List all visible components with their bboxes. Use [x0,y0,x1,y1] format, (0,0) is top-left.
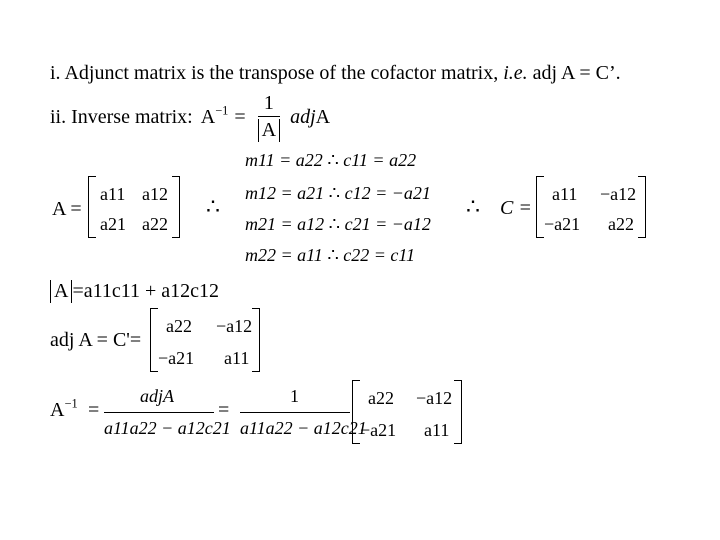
equals-sign: = [88,399,100,421]
adjoint-label: adj A = C'= [50,329,142,351]
inverse-lhs: $A^{-1}$ [200,102,229,128]
inverse-label: ii. Inverse matrix: [50,105,193,128]
adj-text: adj [290,105,316,128]
therefore-symbol: ∴ [206,194,220,219]
bracket-left [150,308,158,372]
determinant-expansion: =a11c11 + a12c12 [72,280,220,302]
inverse-definition-line [50,92,330,142]
matrix-A-cell: a12 [142,184,168,204]
inverse-denominator: a11a22 − a12c21 [240,418,367,438]
cofactor-eq-3: m21 = a12 ∴ c21 = −a12 [245,214,431,234]
matrix-C-cell: −a21 [544,214,581,234]
matrix-C-label: C = [500,197,532,219]
inverse-numerator-adjA: adjA [140,386,174,406]
inverse-cell: −a12 [416,388,453,408]
adjunct-definition-line [50,62,621,85]
matrix-C-cell: a11 [552,184,578,204]
bracket-right [172,176,180,238]
bracket-right [252,308,260,372]
fraction-bar [104,412,214,413]
adjoint-cell: a22 [166,316,192,336]
bracket-right [638,176,646,238]
inverse-cell: a11 [424,420,450,440]
inverse-numerator-one: 1 [290,386,299,406]
inverse-cell: a22 [368,388,394,408]
equals-sign: = [218,399,230,421]
cofactor-eq-1: m11 = a22 ∴ c11 = a22 [245,150,417,170]
matrix-C-cell: −a12 [600,184,637,204]
equals-sign: = [234,105,246,128]
inverse-fraction [252,92,286,142]
matrix-A-cell: a22 [142,214,168,234]
adj-matrix-symbol: A [315,105,331,128]
adjoint-cell: −a12 [216,316,253,336]
matrix-A-label: A = [52,198,82,220]
det-A: A [50,280,72,303]
fraction-bar [240,412,350,413]
therefore-symbol: ∴ [466,194,480,219]
determinant-line [50,280,219,303]
adjunct-definition-text: i. Adjunct matrix is the transpose of the cofactor matrix, [50,62,499,84]
det-A: A [258,119,280,142]
ie-abbreviation: i.e. [503,62,528,84]
inverse-lhs: $A^{-1}$ [50,396,78,421]
fraction-numerator: 1 [258,92,280,117]
matrix-A-cell: a21 [100,214,126,234]
bracket-right [454,380,462,444]
adjoint-cell: a11 [224,348,250,368]
bracket-left [88,176,96,238]
matrix-C-cell: a22 [608,214,634,234]
adjunct-formula: adj A = C’. [532,62,621,84]
cofactor-eq-2: m12 = a21 ∴ c12 = −a21 [245,183,431,203]
bracket-left [352,380,360,444]
bracket-left [536,176,544,238]
adjoint-cell: −a21 [158,348,195,368]
cofactor-eq-4: m22 = a11 ∴ c22 = c11 [245,245,416,265]
inverse-cell: −a21 [360,420,397,440]
inverse-denominator: a11a22 − a12c21 [104,418,231,438]
matrix-A-cell: a11 [100,184,126,204]
